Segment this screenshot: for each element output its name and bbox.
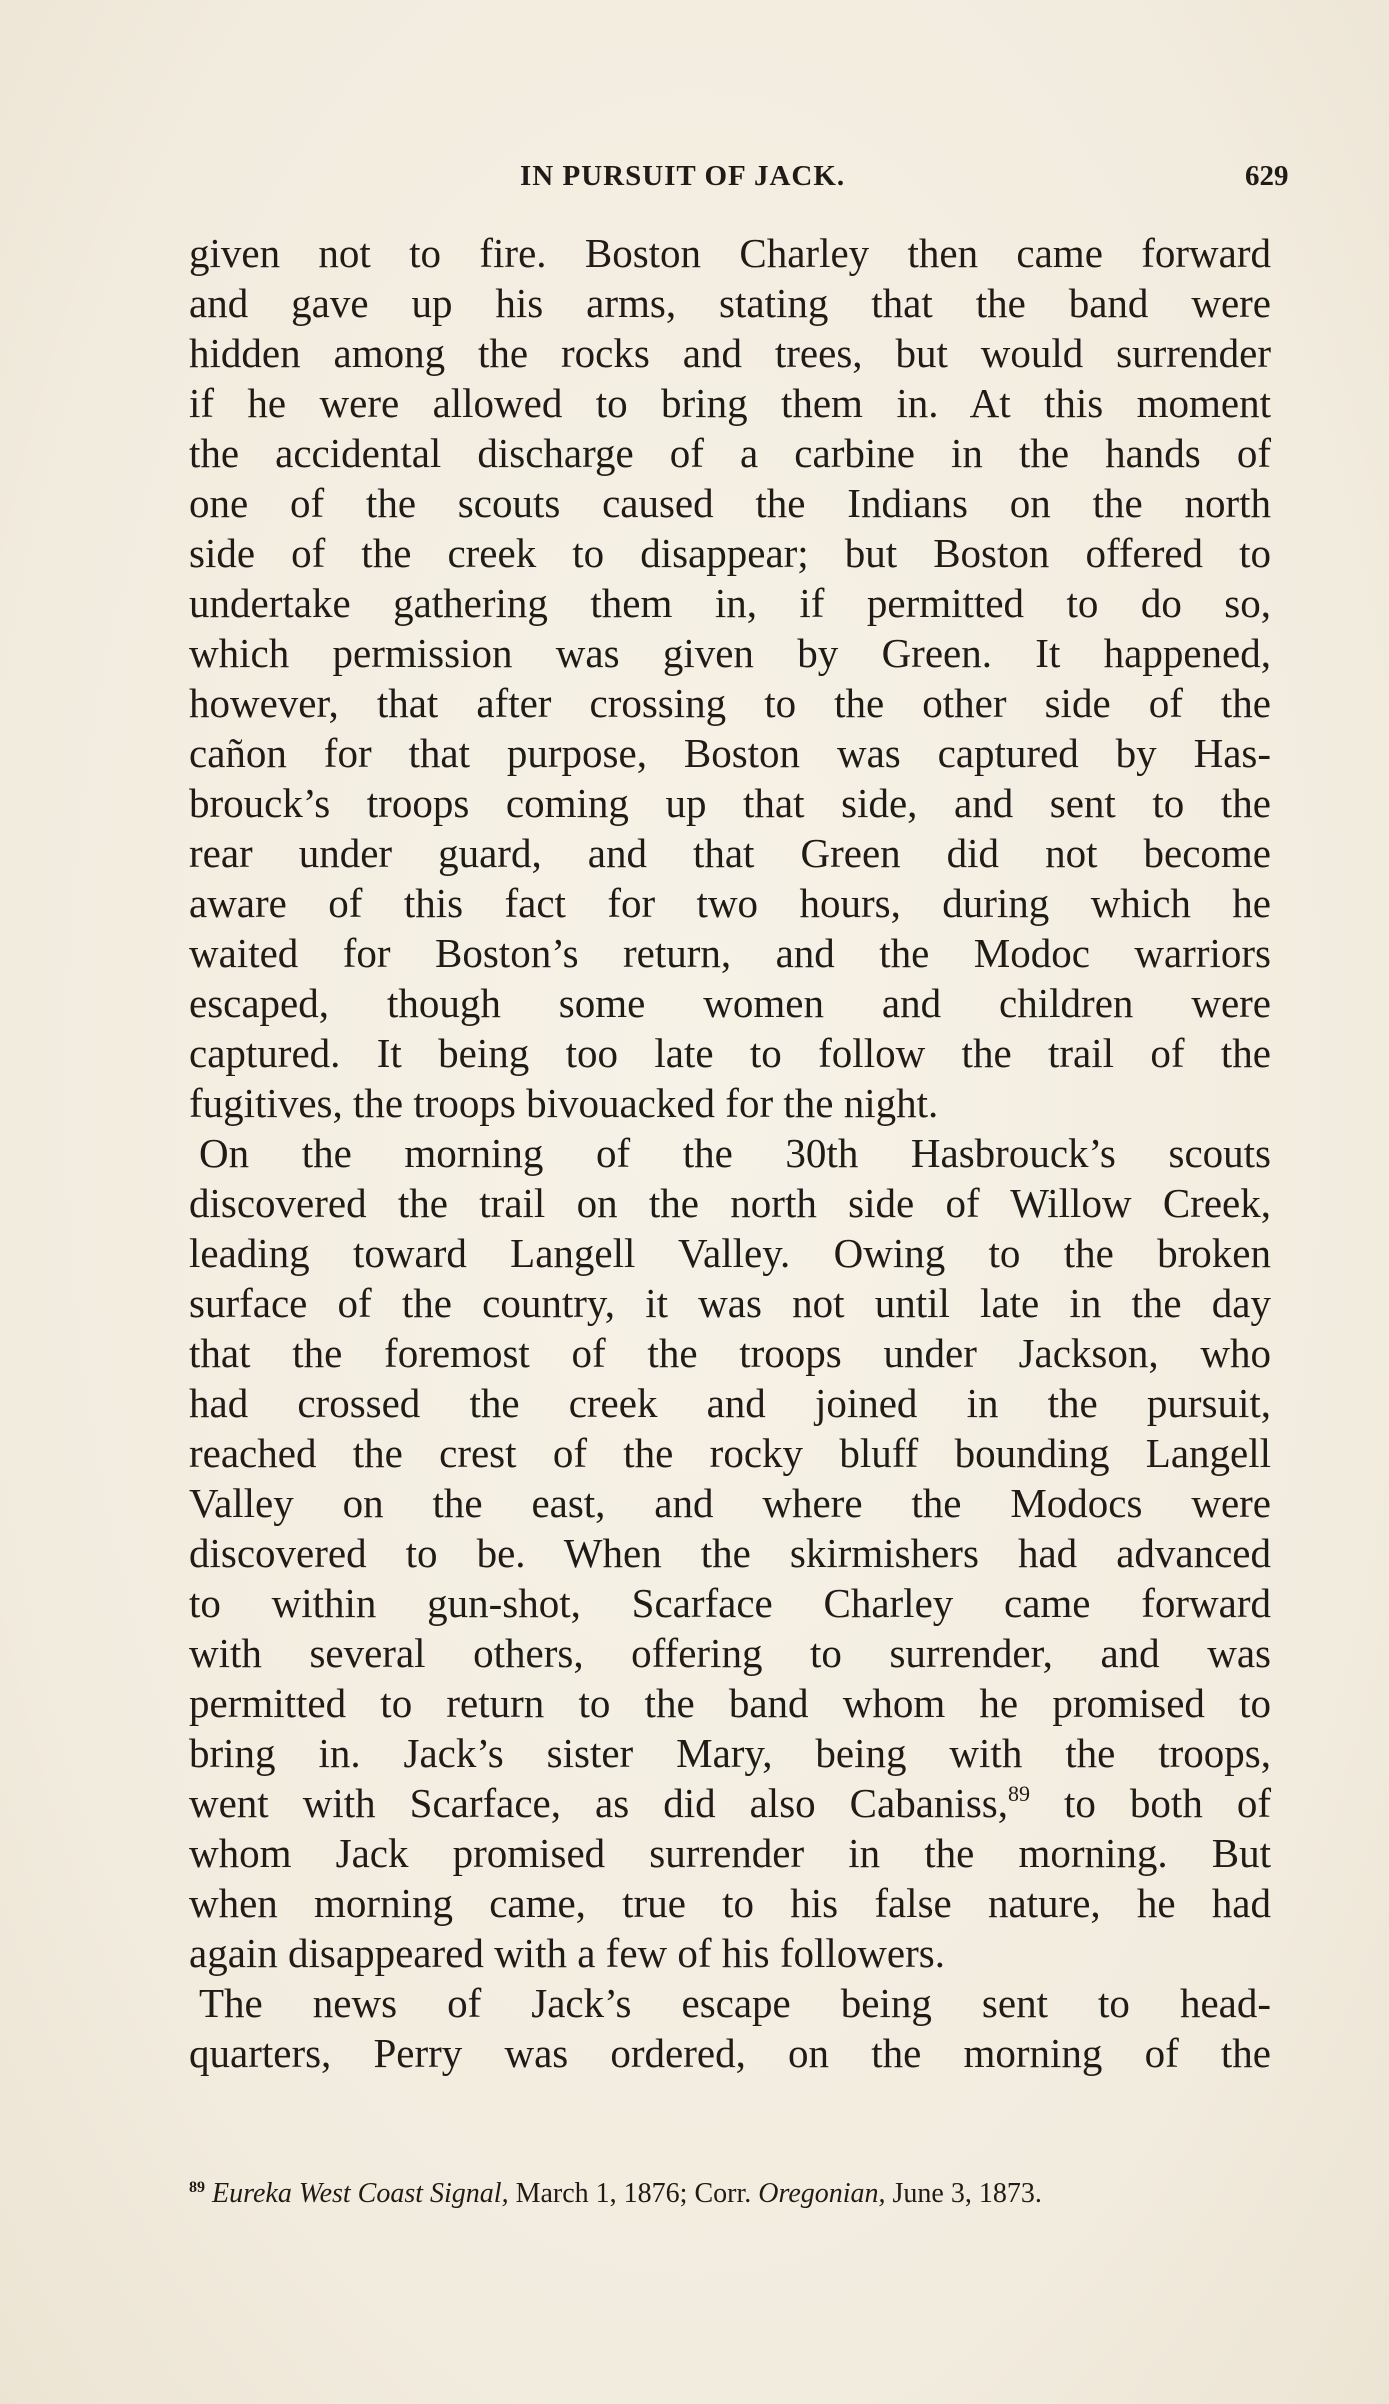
text-line: discovered the trail on the north side of Willow Creek, <box>189 1180 1271 1226</box>
text-fragment: went with Scarface, as did also Cabaniss, <box>189 1780 1008 1826</box>
footnote-number: 89 <box>189 2179 205 2196</box>
text-line: undertake gathering them in, if permitted to do so, <box>189 580 1271 626</box>
text-line: waited for Boston’s return, and the Modoc warriors <box>189 930 1271 976</box>
text-line: again disappeared with a few of his followers. <box>189 1930 945 1976</box>
text-line: The news of Jack’s escape being sent to head- <box>199 1980 1271 2026</box>
text-line: rear under guard, and that Green did not become <box>189 830 1271 876</box>
text-line: captured. It being too late to follow the trail of the <box>189 1030 1271 1076</box>
text-line: to within gun-shot, Scarface Charley came forward <box>189 1580 1271 1626</box>
footnote-date: March 1, 1876; Corr. <box>508 2178 759 2209</box>
footnote-source: Eureka West Coast Signal, <box>212 2178 509 2209</box>
footnote-reference: 89 <box>1007 1781 1030 1806</box>
text-line: permitted to return to the band whom he promised to <box>189 1680 1271 1726</box>
text-line: side of the creek to disappear; but Boston offered to <box>189 530 1271 576</box>
text-line: quarters, Perry was ordered, on the morning of the <box>189 2030 1271 2076</box>
text-line-with-footnote-ref <box>189 1778 1271 1828</box>
footnote-date: June 3, 1873. <box>885 2178 1042 2209</box>
text-line: cañon for that purpose, Boston was captured by Has- <box>189 730 1271 776</box>
text-line: On the morning of the 30th Hasbrouck’s scouts <box>199 1130 1271 1176</box>
text-line: given not to fire. Boston Charley then came forward <box>189 230 1271 276</box>
running-head: IN PURSUIT OF JACK. <box>520 160 846 192</box>
text-line: aware of this fact for two hours, during which he <box>189 880 1271 926</box>
footnote-source: Oregonian, <box>758 2178 886 2209</box>
text-line: had crossed the creek and joined in the pursuit, <box>189 1380 1271 1426</box>
text-line: fugitives, the troops bivouacked for the night. <box>189 1080 939 1126</box>
body-text <box>189 228 1271 2078</box>
text-line: when morning came, true to his false nature, he had <box>189 1880 1271 1926</box>
text-line: whom Jack promised surrender in the morning. But <box>189 1830 1271 1876</box>
text-line: bring in. Jack’s sister Mary, being with the troops, <box>189 1730 1271 1776</box>
text-line: discovered to be. When the skirmishers had advanced <box>189 1530 1271 1576</box>
page-number: 629 <box>1245 160 1289 192</box>
footnote <box>189 2178 1271 2210</box>
text-line: that the foremost of the troops under Jackson, who <box>189 1330 1271 1376</box>
text-line: Valley on the east, and where the Modocs were <box>189 1480 1271 1526</box>
text-line: and gave up his arms, stating that the band were <box>189 280 1271 326</box>
text-line: hidden among the rocks and trees, but would surrender <box>189 330 1271 376</box>
text-line: if he were allowed to bring them in. At this moment <box>189 380 1271 426</box>
text-line: leading toward Langell Valley. Owing to the broken <box>189 1230 1271 1276</box>
text-line: one of the scouts caused the Indians on the north <box>189 480 1271 526</box>
text-line: with several others, offering to surrender, and was <box>189 1630 1271 1676</box>
text-line: however, that after crossing to the other side of the <box>189 680 1271 726</box>
text-line: which permission was given by Green. It happened, <box>189 630 1271 676</box>
text-line: surface of the country, it was not until late in the day <box>189 1280 1271 1326</box>
text-line: escaped, though some women and children were <box>189 980 1271 1026</box>
text-line: reached the crest of the rocky bluff bounding Langell <box>189 1430 1271 1476</box>
text-line: brouck’s troops coming up that side, and sent to the <box>189 780 1271 826</box>
text-line: the accidental discharge of a carbine in the hands of <box>189 430 1271 476</box>
text-fragment: to both of <box>1029 1780 1271 1826</box>
